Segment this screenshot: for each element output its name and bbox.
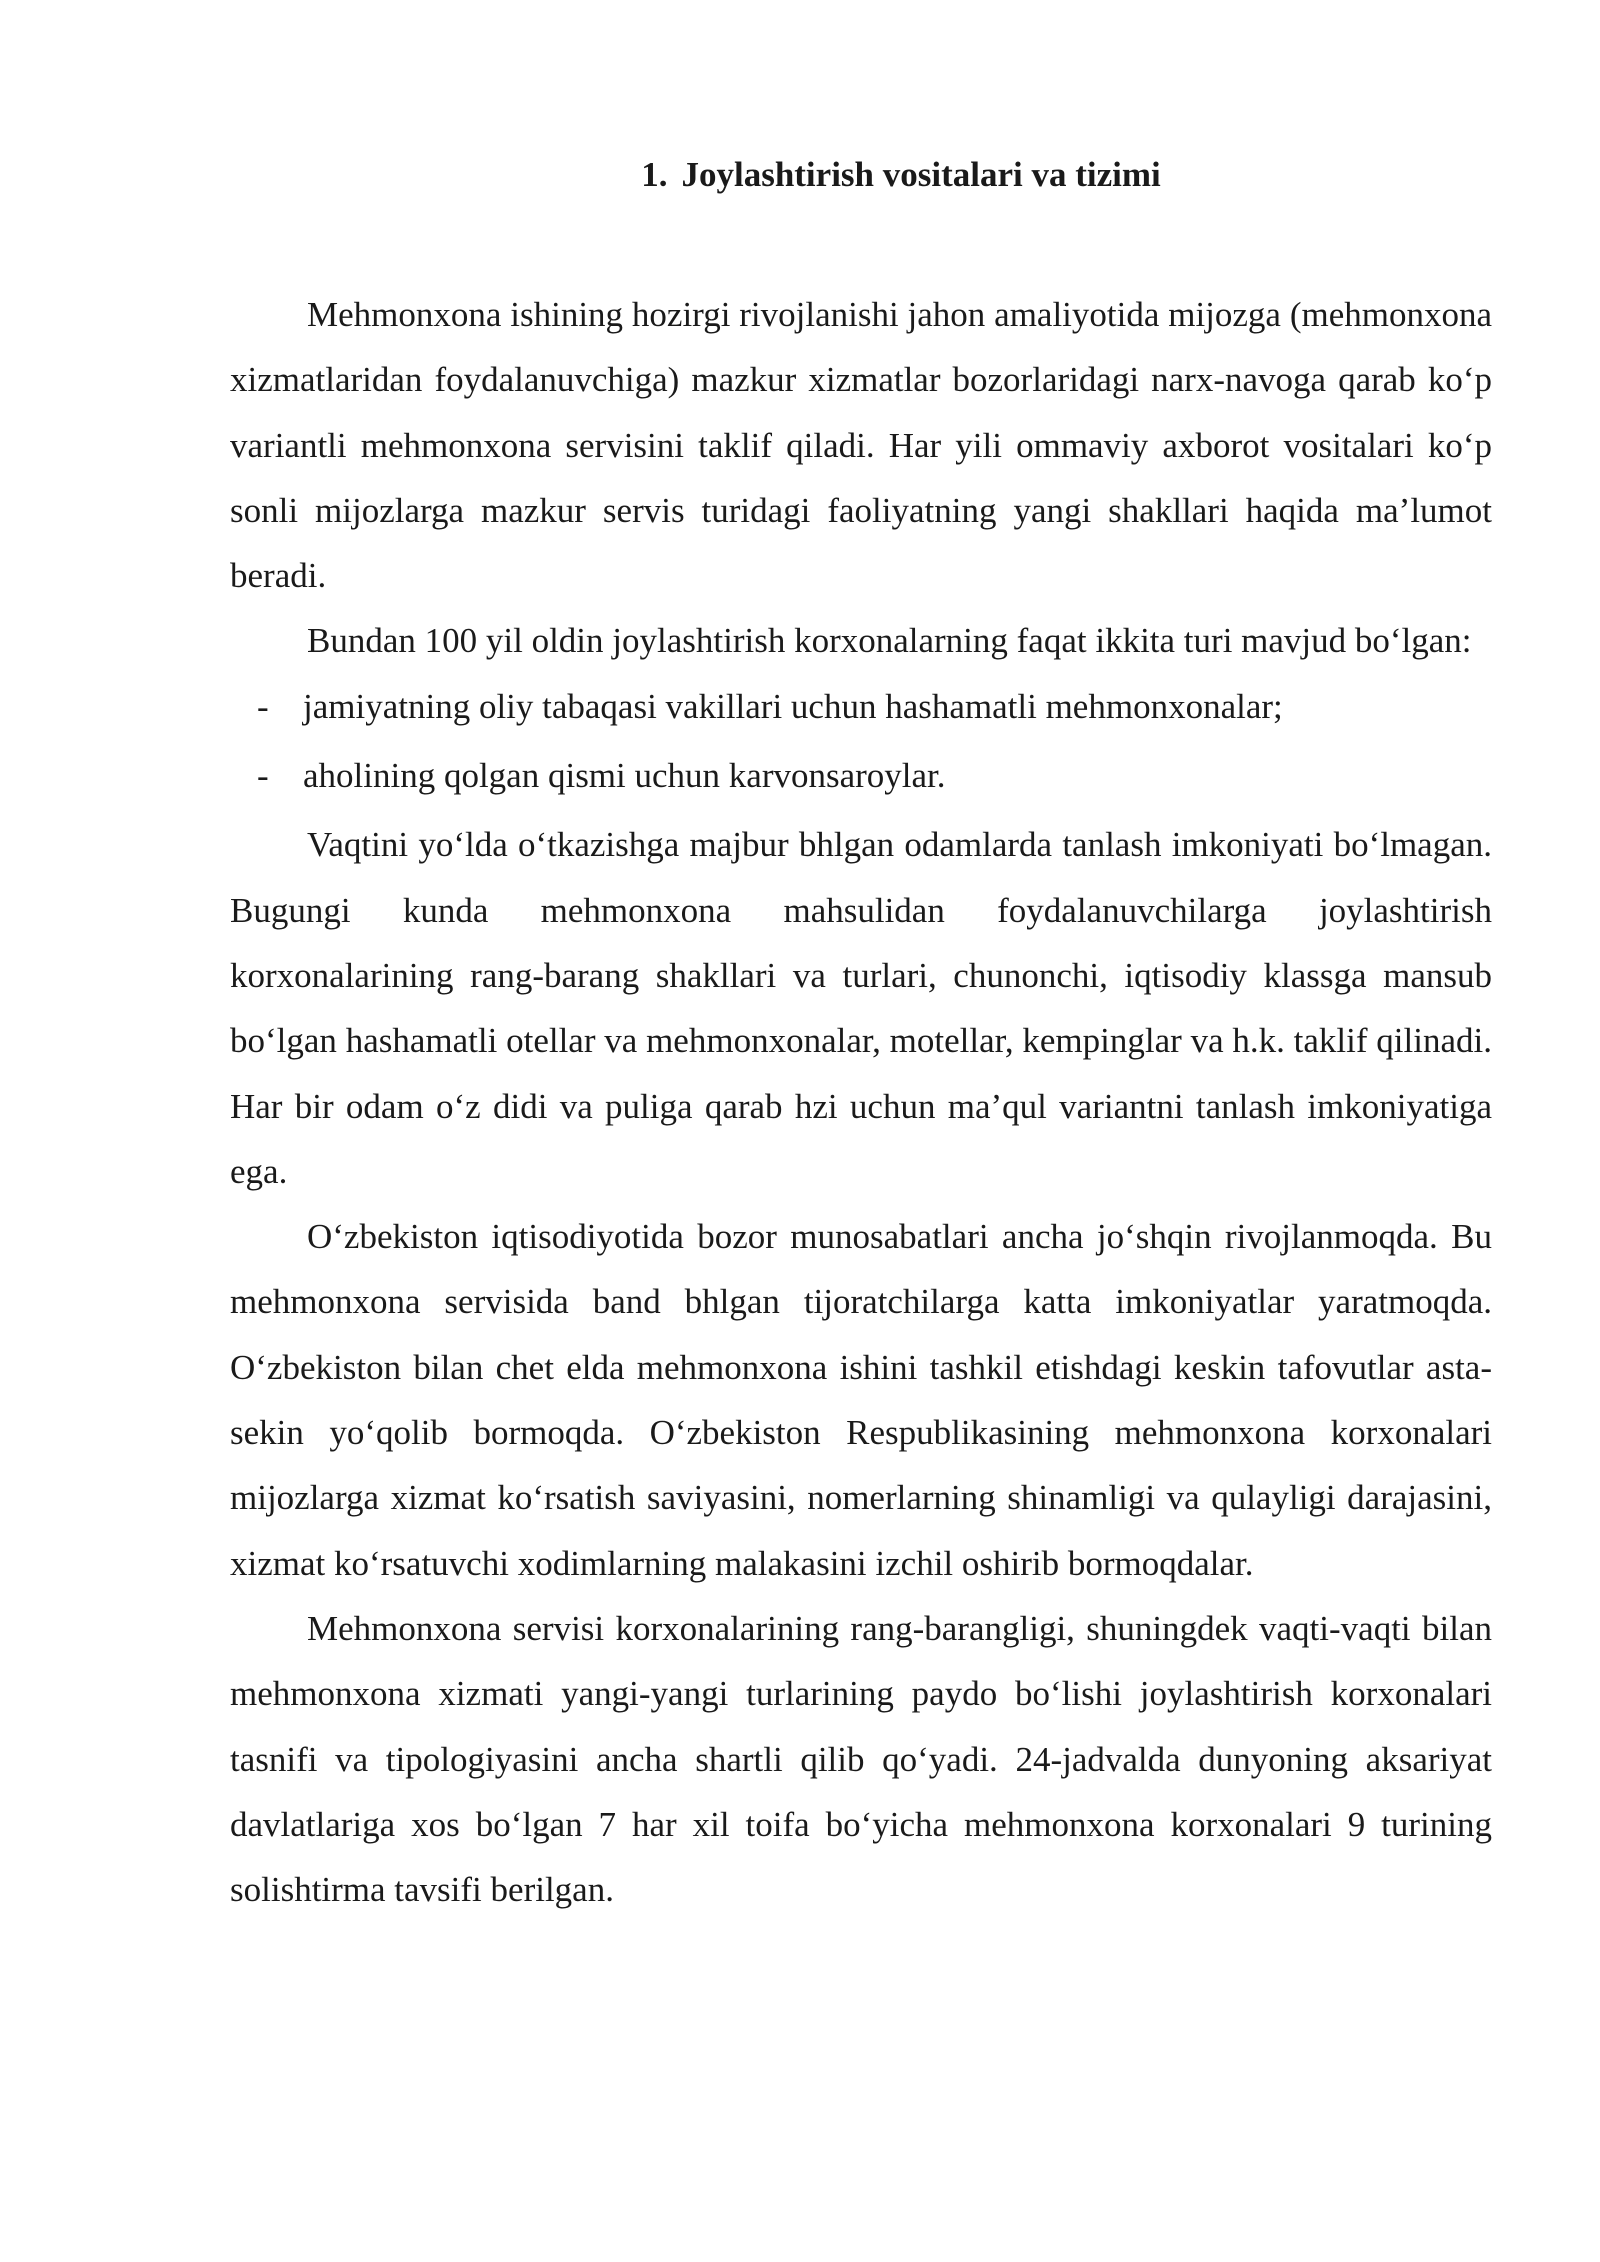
section-number: 1. [641,155,668,194]
list-dash-marker: - [257,756,269,796]
paragraph-history: Bundan 100 yil oldin joylashtirish korxonalarning faqat ikkita turi mavjud bo‘lgan: [307,621,1472,661]
list-dash-marker: - [257,686,269,726]
list-item-text: jamiyatning oliy tabaqasi vakillari uchun hashamatli mehmonxonalar; [303,686,1283,726]
list-item [230,743,1492,808]
paragraph-uzbekistan: O‘zbekiston iqtisodiyotida bozor munosabatlari ancha jo‘shqin rivojlanmoqda. Bu mehmonxona servisida band bhlgan tijoratchilarga katta imkoniyatlar yaratmoqda. O‘zbekiston bilan chet elda mehmonxona ishini tashkil etishdagi keskin tafovutlar asta-sekin yo‘qolib bormoqda. O‘zbekiston Respublikasining mehmonxona korxonalari mijozlarga xizmat ko‘rsatish saviyasini, nomerlarning shinamligi va qulayligi darajasini, xizmat ko‘rsatuvchi xodimlarning malakasini izchil oshirib bormoqdalar. [230,1217,1492,1583]
list-item-text: aholining qolgan qismi uchun karvonsaroylar. [303,756,946,796]
paragraph-intro: Mehmonxona ishining hozirgi rivojlanishi jahon amaliyotida mijozga (mehmonxona xizmatlaridan foydalanuvchiga) mazkur xizmatlar bozorlaridagi narx-navoga qarab ko‘p variantli mehmonxona servisini taklif qiladi. Har yili ommaviy axborot vositalari ko‘p sonli mijozlarga mazkur servis turidagi faoliyatning yangi shakllari haqida ma’lumot beradi. [230,295,1492,596]
paragraph-choice: Vaqtini yo‘lda o‘tkazishga majbur bhlgan odamlarda tanlash imkoniyati bo‘lmagan. Bugungi kunda mehmonxona mahsulidan foydalanuvchilarga joylashtirish korxonalarining rang-barang shakllari va turlari, chunonchi, iqtisodiy klassga mansub bo‘lgan hashamatli otellar va mehmonxonalar, motellar, kempinglar va h.k. taklif qilinadi. Har bir odam o‘z didi va puliga qarab hzi uchun ma’qul variantni tanlash imkoniyatiga ega. [230,825,1492,1191]
accommodation-types-list [230,674,1492,809]
paragraph-classification: Mehmonxona servisi korxonalarining rang-barangligi, shuningdek vaqti-vaqti bilan mehmonxona xizmati yangi-yangi turlarining paydo bo‘lishi joylashtirish korxonalari tasnifi va tipologiyasini ancha shartli qilib qo‘yadi. 24-jadvalda dunyoning aksariyat davlatlariga xos bo‘lgan 7 har xil toifa bo‘yicha mehmonxona korxonalari 9 turining solishtirma tavsifi berilgan. [230,1608,1492,1910]
document-body [230,150,1492,1922]
section-title: Joylashtirish vositalari va tizimi [681,155,1161,194]
section-heading [230,150,1492,200]
list-item [230,674,1492,739]
